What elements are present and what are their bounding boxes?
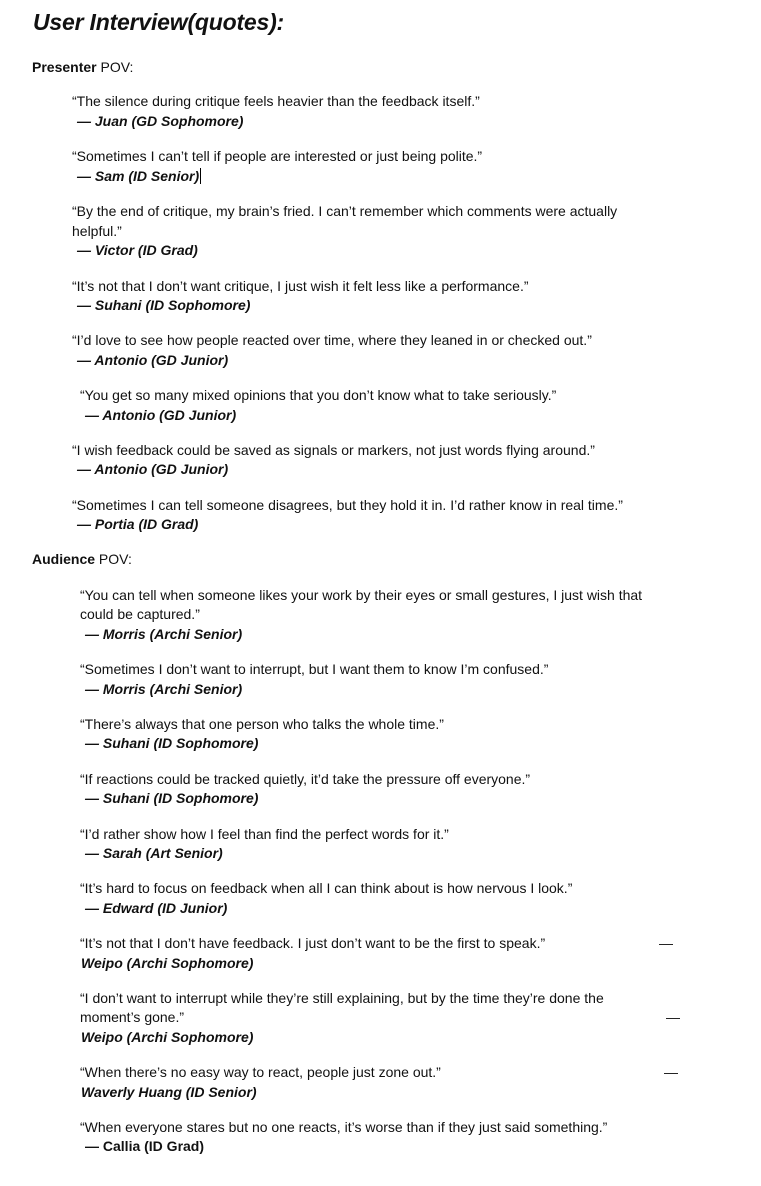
quote-text-continued: moment’s gone.” (80, 1009, 185, 1025)
quote-author-name: — Sam (ID Senior) (77, 168, 200, 184)
quote-author: — Juan (GD Sophomore) (77, 113, 244, 129)
quote-text: “You can tell when someone likes your work by their eyes or small gestures, I just wish that (80, 587, 643, 603)
quote-text: “Sometimes I can’t tell if people are interested or just being polite.” (72, 148, 483, 164)
quote-text: “When there’s no easy way to react, people just zone out.” (80, 1064, 441, 1080)
quote-author: — Morris (Archi Senior) (85, 626, 243, 642)
quote-text: “There’s always that one person who talks the whole time.” (80, 716, 444, 732)
quote-text: “I’d rather show how I feel than find the perfect words for it.” (80, 826, 449, 842)
audience-heading (32, 551, 132, 567)
quote-text-continued: could be captured.” (80, 606, 200, 622)
quote-author: Weipo (Archi Sophomore) (81, 955, 254, 971)
quote-author: — Suhani (ID Sophomore) (85, 790, 259, 806)
quote-author: — Callia (ID Grad) (85, 1138, 205, 1154)
quote-text: “Sometimes I don’t want to interrupt, but I want them to know I’m confused.” (80, 661, 549, 677)
quote-text: “It’s hard to focus on feedback when all I can think about is how nervous I look.” (80, 880, 573, 896)
quote-author: — Sarah (Art Senior) (85, 845, 223, 861)
presenter-suffix: POV: (96, 59, 134, 75)
em-dash: — (659, 935, 673, 951)
quote-text: “It’s not that I don’t have feedback. I just don’t want to be the first to speak.” (80, 935, 546, 951)
quote-author: — Morris (Archi Senior) (85, 681, 243, 697)
quote-text: “When everyone stares but no one reacts, it’s worse than if they just said something.” (80, 1119, 608, 1135)
quote-author: — Portia (ID Grad) (77, 516, 199, 532)
quote-text: “You get so many mixed opinions that you don’t know what to take seriously.” (80, 387, 557, 403)
presenter-heading (32, 59, 133, 75)
presenter-label: Presenter (32, 59, 97, 75)
quote-text: “By the end of critique, my brain’s fried. I can’t remember which comments were actually (72, 203, 618, 219)
audience-suffix: POV: (95, 551, 132, 567)
quote-text: “I don’t want to interrupt while they’re still explaining, but by the time they’re done the (80, 990, 604, 1006)
em-dash: — (666, 1009, 680, 1025)
quote-author: — Antonio (GD Junior) (77, 461, 229, 477)
quote-text: “The silence during critique feels heavier than the feedback itself.” (72, 93, 480, 109)
quote-author (77, 168, 201, 184)
audience-label: Audience (32, 551, 96, 567)
quote-text-continued: helpful.” (72, 223, 122, 239)
quote-author: Waverly Huang (ID Senior) (81, 1084, 257, 1100)
quote-author: — Suhani (ID Sophomore) (85, 735, 259, 751)
quote-text: “It’s not that I don’t want critique, I just wish it felt less like a performance.” (72, 278, 529, 294)
quote-text: “I wish feedback could be saved as signals or markers, not just words flying around.” (72, 442, 595, 458)
quote-text: “If reactions could be tracked quietly, it’d take the pressure off everyone.” (80, 771, 531, 787)
quote-author: — Edward (ID Junior) (85, 900, 228, 916)
quote-author: Weipo (Archi Sophomore) (81, 1029, 254, 1045)
quote-author: — Antonio (GD Junior) (77, 352, 229, 368)
quote-author: — Suhani (ID Sophomore) (77, 297, 251, 313)
quote-text: “I’d love to see how people reacted over time, where they leaned in or checked out.” (72, 332, 592, 348)
page-title: User Interview(quotes): (33, 9, 285, 35)
quote-author: — Antonio (GD Junior) (85, 407, 237, 423)
quote-text: “Sometimes I can tell someone disagrees, but they hold it in. I’d rather know in real time.” (72, 497, 623, 513)
em-dash: — (664, 1064, 678, 1080)
quote-author: — Victor (ID Grad) (77, 242, 198, 258)
text-cursor (200, 168, 201, 184)
